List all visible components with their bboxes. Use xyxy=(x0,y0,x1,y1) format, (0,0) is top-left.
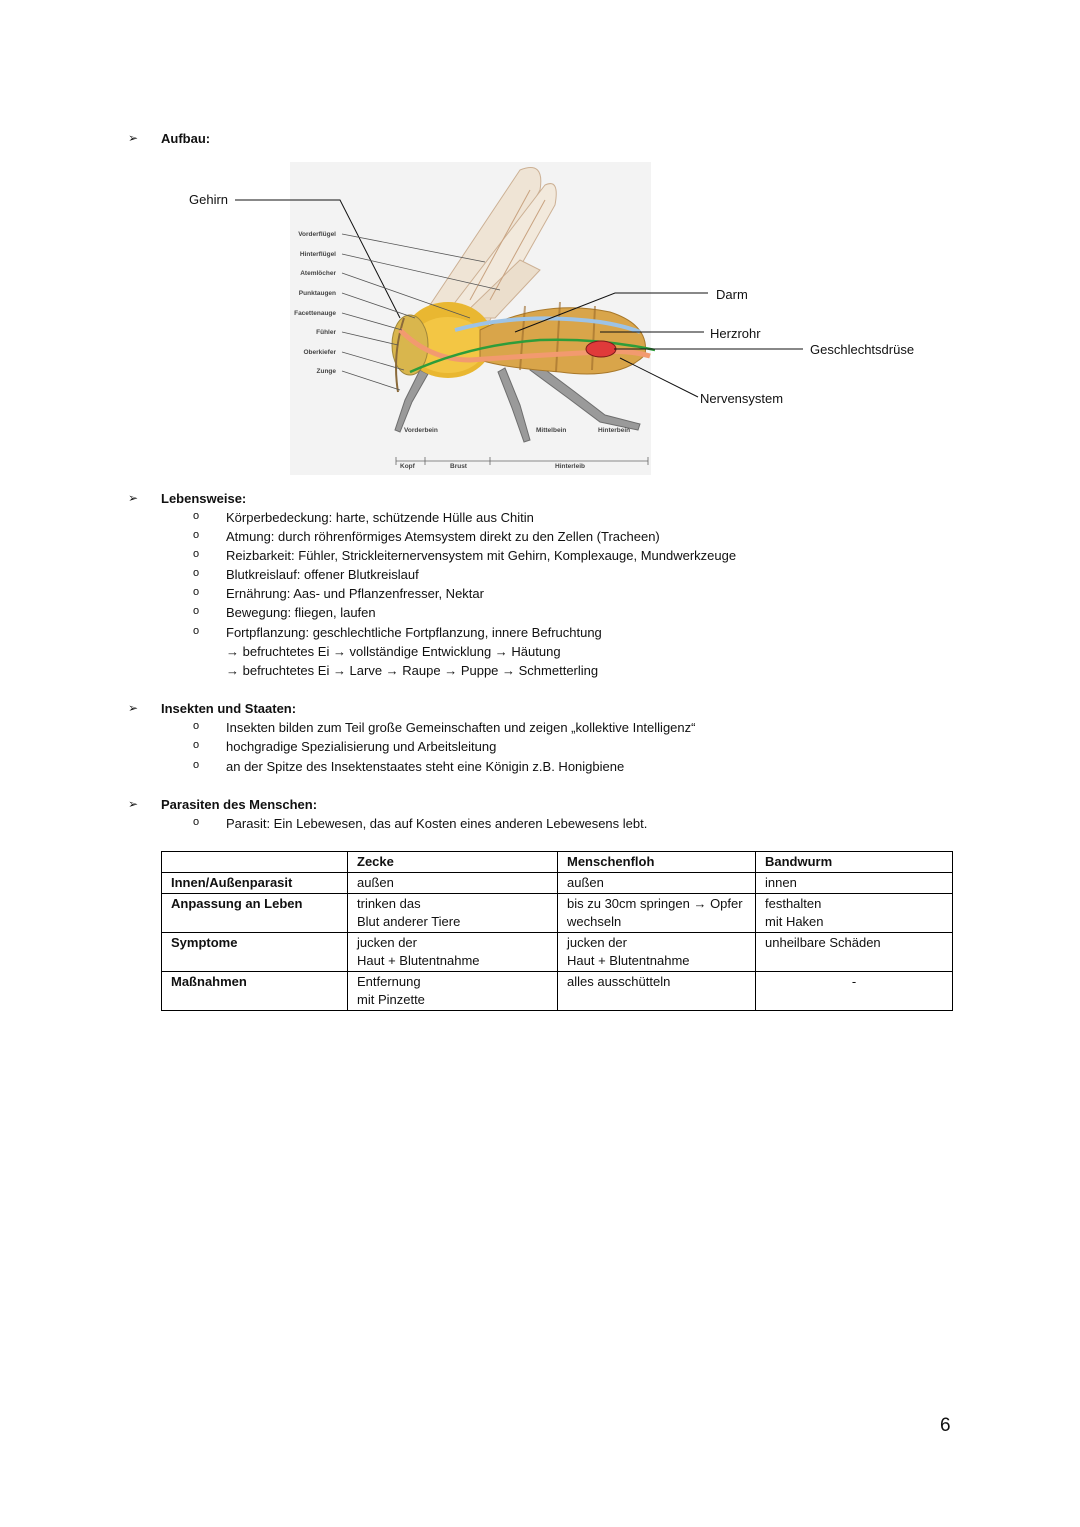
circle-bullet-icon: o xyxy=(193,510,200,522)
table-row xyxy=(162,873,953,894)
label-facettenauge: Facettenauge xyxy=(294,310,336,317)
label-hinterleib: Hinterleib xyxy=(555,463,585,470)
table-cell: Entfernung mit Pinzette xyxy=(348,972,558,1011)
row-label: Anpassung an Leben xyxy=(162,894,348,933)
label-kopf: Kopf xyxy=(400,463,415,470)
label-zunge: Zunge xyxy=(316,368,336,375)
parasites-table xyxy=(161,851,953,1011)
table-cell: innen xyxy=(756,873,953,894)
label-brust: Brust xyxy=(450,463,467,470)
row-label: Maßnahmen xyxy=(162,972,348,1011)
table-cell: festhalten mit Haken xyxy=(756,894,953,933)
bee-anatomy-diagram xyxy=(0,0,1080,490)
label-hinterfluegel: Hinterflügel xyxy=(299,251,336,258)
arrow-bullet-icon: ➢ xyxy=(128,701,139,715)
label-mittelbein: Mittelbein xyxy=(536,427,567,434)
circle-bullet-icon: o xyxy=(193,567,200,579)
circle-bullet-icon: o xyxy=(193,720,200,732)
section-title: Insekten und Staaten: xyxy=(161,701,297,716)
circle-bullet-icon: o xyxy=(193,625,200,637)
arrow-bullet-icon: ➢ xyxy=(128,131,139,145)
section-title: Parasiten des Menschen: xyxy=(161,797,318,812)
label-nervensystem: Nervensystem xyxy=(700,391,784,406)
table-cell: unheilbare Schäden xyxy=(756,933,953,972)
label-punktaugen: Punktaugen xyxy=(298,290,336,297)
table-cell: jucken der Haut + Blutentnahme xyxy=(348,933,558,972)
table-cell: jucken der Haut + Blutentnahme xyxy=(558,933,756,972)
table-header-cell: Bandwurm xyxy=(756,852,953,873)
circle-bullet-icon: o xyxy=(193,605,200,617)
circle-bullet-icon: o xyxy=(193,759,200,771)
table-row xyxy=(162,972,953,1011)
label-vorderfluegel: Vorderflügel xyxy=(298,231,336,238)
arrow-bullet-icon: ➢ xyxy=(128,491,139,505)
page-number: 6 xyxy=(940,1415,951,1436)
table-cell: bis zu 30cm springen → Opfer wechseln xyxy=(558,894,756,933)
table-cell: außen xyxy=(558,873,756,894)
section-title: Aufbau: xyxy=(161,131,211,146)
label-gehirn: Gehirn xyxy=(189,192,229,207)
table-cell: trinken das Blut anderer Tiere xyxy=(348,894,558,933)
geschlechtsdruese-illustration xyxy=(586,341,616,357)
circle-bullet-icon: o xyxy=(193,816,200,828)
table-header-cell: Zecke xyxy=(348,852,558,873)
label-vorderbein: Vorderbein xyxy=(404,427,438,434)
label-fuehler: Fühler xyxy=(316,329,336,336)
table-header-cell xyxy=(162,852,348,873)
label-geschlechtsdruese: Geschlechtsdrüse xyxy=(810,342,915,357)
fortpflanzung-line: → befruchtetes Ei → vollständige Entwicklung → Häutung xyxy=(226,644,561,659)
table-header-row xyxy=(162,852,953,873)
fortpflanzung-line: → befruchtetes Ei → Larve → Raupe → Puppe → Schmetterling xyxy=(226,663,599,678)
circle-bullet-icon: o xyxy=(193,548,200,560)
circle-bullet-icon: o xyxy=(193,586,200,598)
label-hinterbein: Hinterbein xyxy=(598,427,631,434)
table-cell: alles ausschütteln xyxy=(558,972,756,1011)
arrow-bullet-icon: ➢ xyxy=(128,797,139,811)
row-label: Symptome xyxy=(162,933,348,972)
circle-bullet-icon: o xyxy=(193,529,200,541)
label-oberkiefer: Oberkiefer xyxy=(303,349,336,356)
label-darm: Darm xyxy=(716,287,748,302)
section-title: Lebensweise: xyxy=(161,491,247,506)
circle-bullet-icon: o xyxy=(193,739,200,751)
table-row xyxy=(162,894,953,933)
table-header-cell: Menschenfloh xyxy=(558,852,756,873)
label-herzrohr: Herzrohr xyxy=(710,326,761,341)
row-label: Innen/Außenparasit xyxy=(162,873,348,894)
table-cell: außen xyxy=(348,873,558,894)
table-cell: - xyxy=(756,972,953,1011)
label-atemloecher: Atemlöcher xyxy=(300,270,336,277)
table-row xyxy=(162,933,953,972)
